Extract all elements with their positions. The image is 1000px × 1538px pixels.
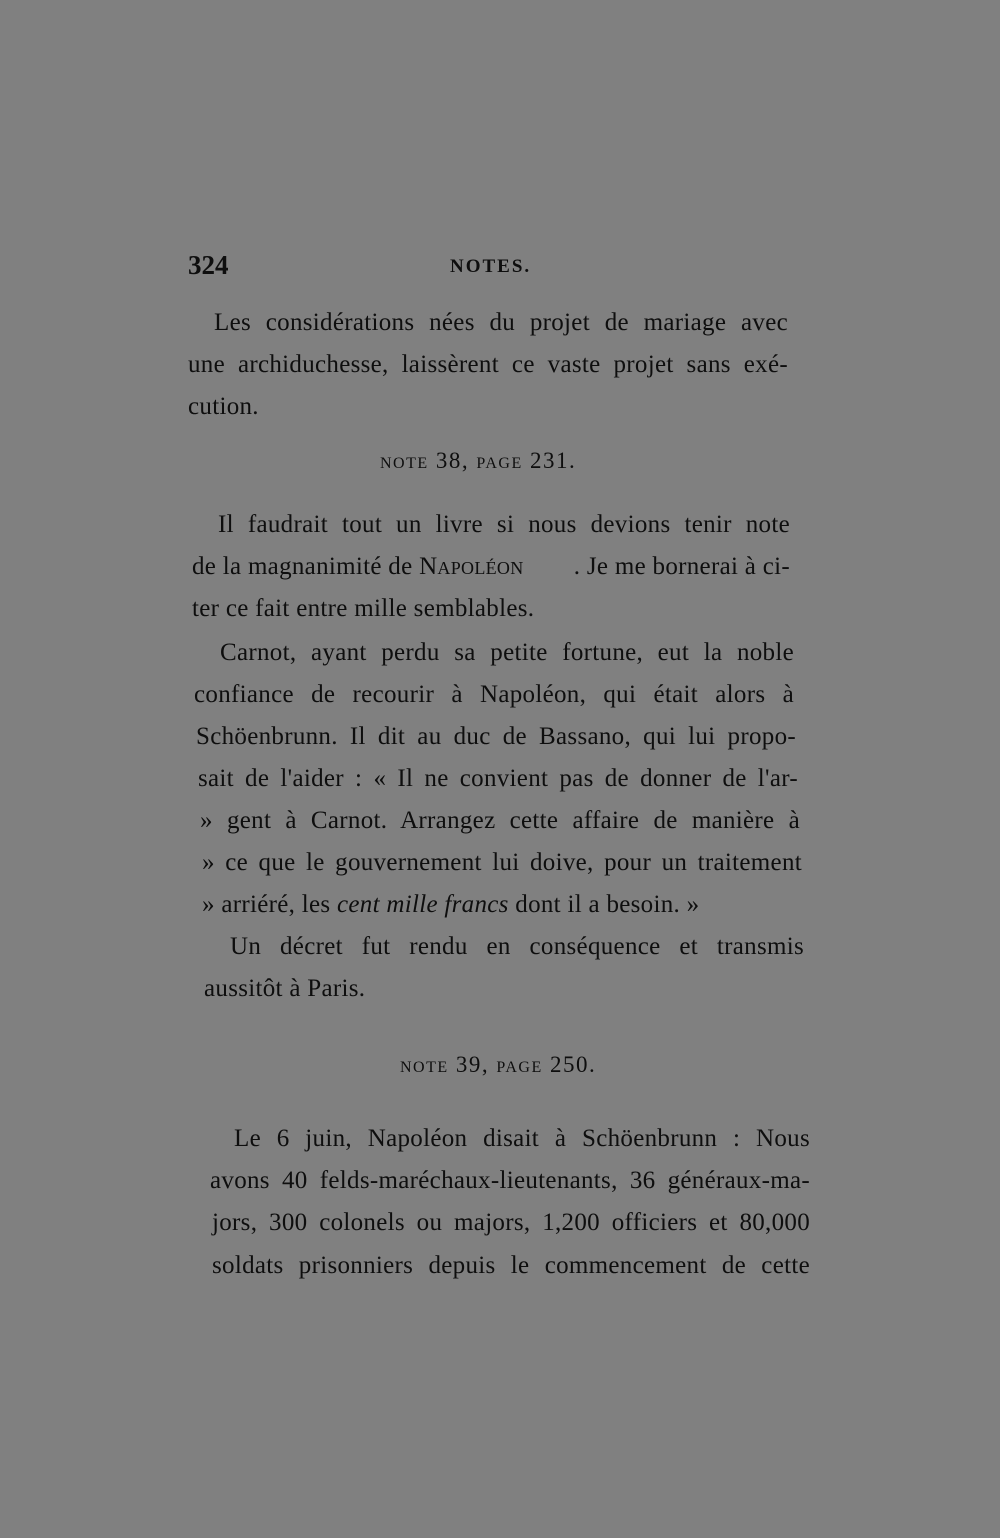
italic-phrase: cent mille francs [336, 891, 509, 918]
text-line: Schöenbrunn. Il dit au duc de Bassano, qui lui propo- [196, 723, 796, 750]
text-line: ter ce fait entre mille semblables. [192, 595, 535, 622]
text-segment [192, 553, 524, 581]
text-line: aussitôt à Paris. [204, 975, 366, 1002]
text-span: de la magnanimité de [192, 553, 420, 580]
name-small-caps: Napoléon [419, 553, 524, 580]
text-line: Les considérations nées du projet de mariage avec [214, 309, 788, 336]
text-line: Carnot, ayant perdu sa petite fortune, eut la noble [220, 639, 794, 666]
text-line: une archiduchesse, laissèrent ce vaste projet sans exé- [188, 351, 788, 378]
text-line: cution. [188, 393, 259, 420]
text-span: . Je me bornerai à ci- [573, 553, 790, 580]
text-line: soldats prisonniers depuis le commencement de cette [212, 1252, 810, 1279]
text-span: » arriéré, les [202, 891, 337, 918]
text-line: Un décret fut rendu en conséquence et transmis [230, 933, 804, 960]
text-line: » ce que le gouvernement lui doive, pour un traitement [202, 849, 802, 876]
text-line: confiance de recourir à Napoléon, qui était alors à [194, 681, 794, 708]
note-39-heading: note 39, page 250. [400, 1052, 597, 1077]
text-line: avons 40 felds-maréchaux-lieutenants, 36 généraux-ma- [210, 1167, 810, 1194]
page-header [188, 250, 788, 286]
page-number: 324 [188, 250, 229, 280]
text-line: sait de l'aider : « Il ne convient pas de donner de l'ar- [198, 765, 798, 792]
text-line: Il faudrait tout un livre si nous devions tenir note [218, 511, 790, 538]
text-line: Le 6 juin, Napoléon disait à Schöenbrunn : Nous [234, 1125, 810, 1152]
running-head: NOTES. [450, 256, 532, 277]
text-line-mixed [202, 891, 699, 919]
text-line: » gent à Carnot. Arrangez cette affaire de manière à [200, 807, 800, 834]
text-line: jors, 300 colonels ou majors, 1,200 officiers et 80,000 [212, 1209, 810, 1236]
text-span: dont il a besoin. » [508, 891, 700, 918]
text-line-mixed [192, 553, 790, 581]
note-38-heading: note 38, page 231. [380, 448, 577, 473]
